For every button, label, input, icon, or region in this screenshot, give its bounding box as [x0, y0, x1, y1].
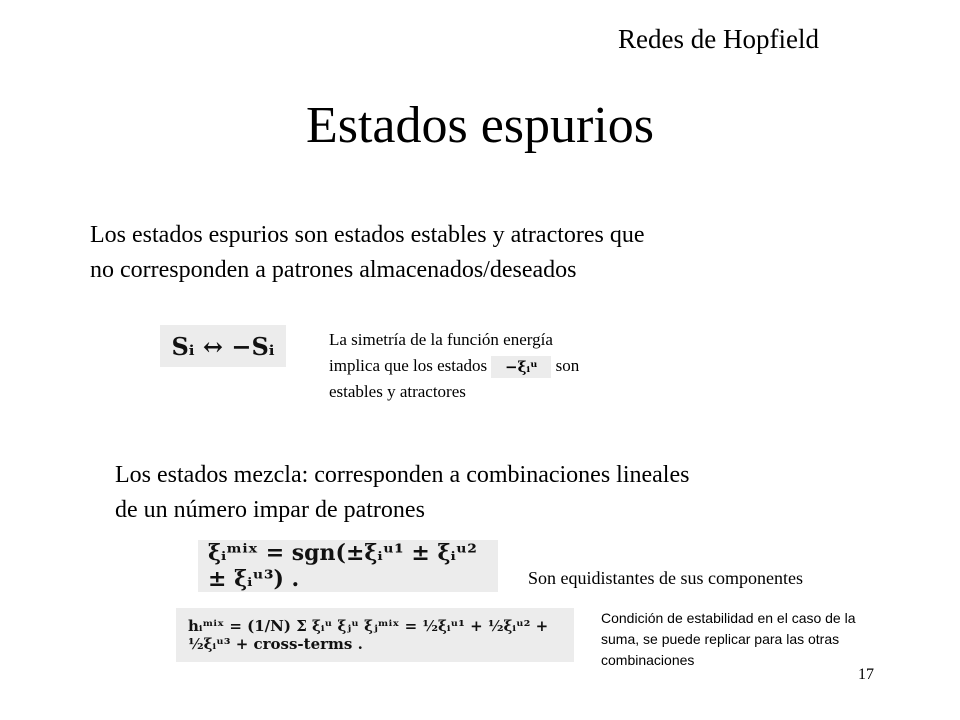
local-field-formula: hᵢᵐⁱˣ = (1/N) Σ ξᵢᵘ ξⱼᵘ ξⱼᵐⁱˣ = ½ξᵢᵘ¹ + ½ξᵢᵘ² + ½ξᵢᵘ³ + cross-terms . — [176, 608, 574, 662]
mixture-formula: ξᵢᵐⁱˣ = sgn(±ξᵢᵘ¹ ± ξᵢᵘ² ± ξᵢᵘ³) . — [198, 540, 498, 592]
intro-line-1: Los estados espurios son estados estables y atractores que — [90, 222, 645, 248]
section-header: Redes de Hopfield — [618, 24, 819, 54]
stability-line-1: Condición de estabilidad en el caso de la — [601, 610, 856, 626]
symmetry-line-1: La simetría de la función energía — [329, 330, 553, 349]
page-number: 17 — [858, 666, 874, 683]
mixture-line-1: Los estados mezcla: corresponden a combinaciones lineales — [115, 462, 690, 488]
mixture-line-2: de un número impar de patrones — [115, 497, 425, 523]
symmetry-line-2-post: son — [555, 356, 580, 375]
symmetry-note — [329, 327, 669, 405]
stability-line-2: suma, se puede replicar para las otras — [601, 631, 840, 647]
symmetry-line-2-pre: implica que los estados — [329, 356, 488, 375]
symmetry-line-3: estables y atractores — [329, 382, 466, 401]
equidistant-note: Son equidistantes de sus componentes — [528, 568, 803, 588]
intro-line-2: no corresponden a patrones almacenados/deseados — [90, 257, 577, 283]
stability-note — [601, 608, 921, 671]
slide-title: Estados espurios — [305, 97, 655, 154]
symmetry-line-2 — [329, 353, 669, 379]
symmetry-formula: Sᵢ ↔ −Sᵢ — [160, 325, 286, 367]
symmetry-inline-formula: −ξᵢᵘ — [491, 356, 551, 378]
intro-paragraph — [90, 218, 850, 288]
mixture-paragraph — [115, 458, 895, 528]
stability-line-3: combinaciones — [601, 652, 695, 668]
